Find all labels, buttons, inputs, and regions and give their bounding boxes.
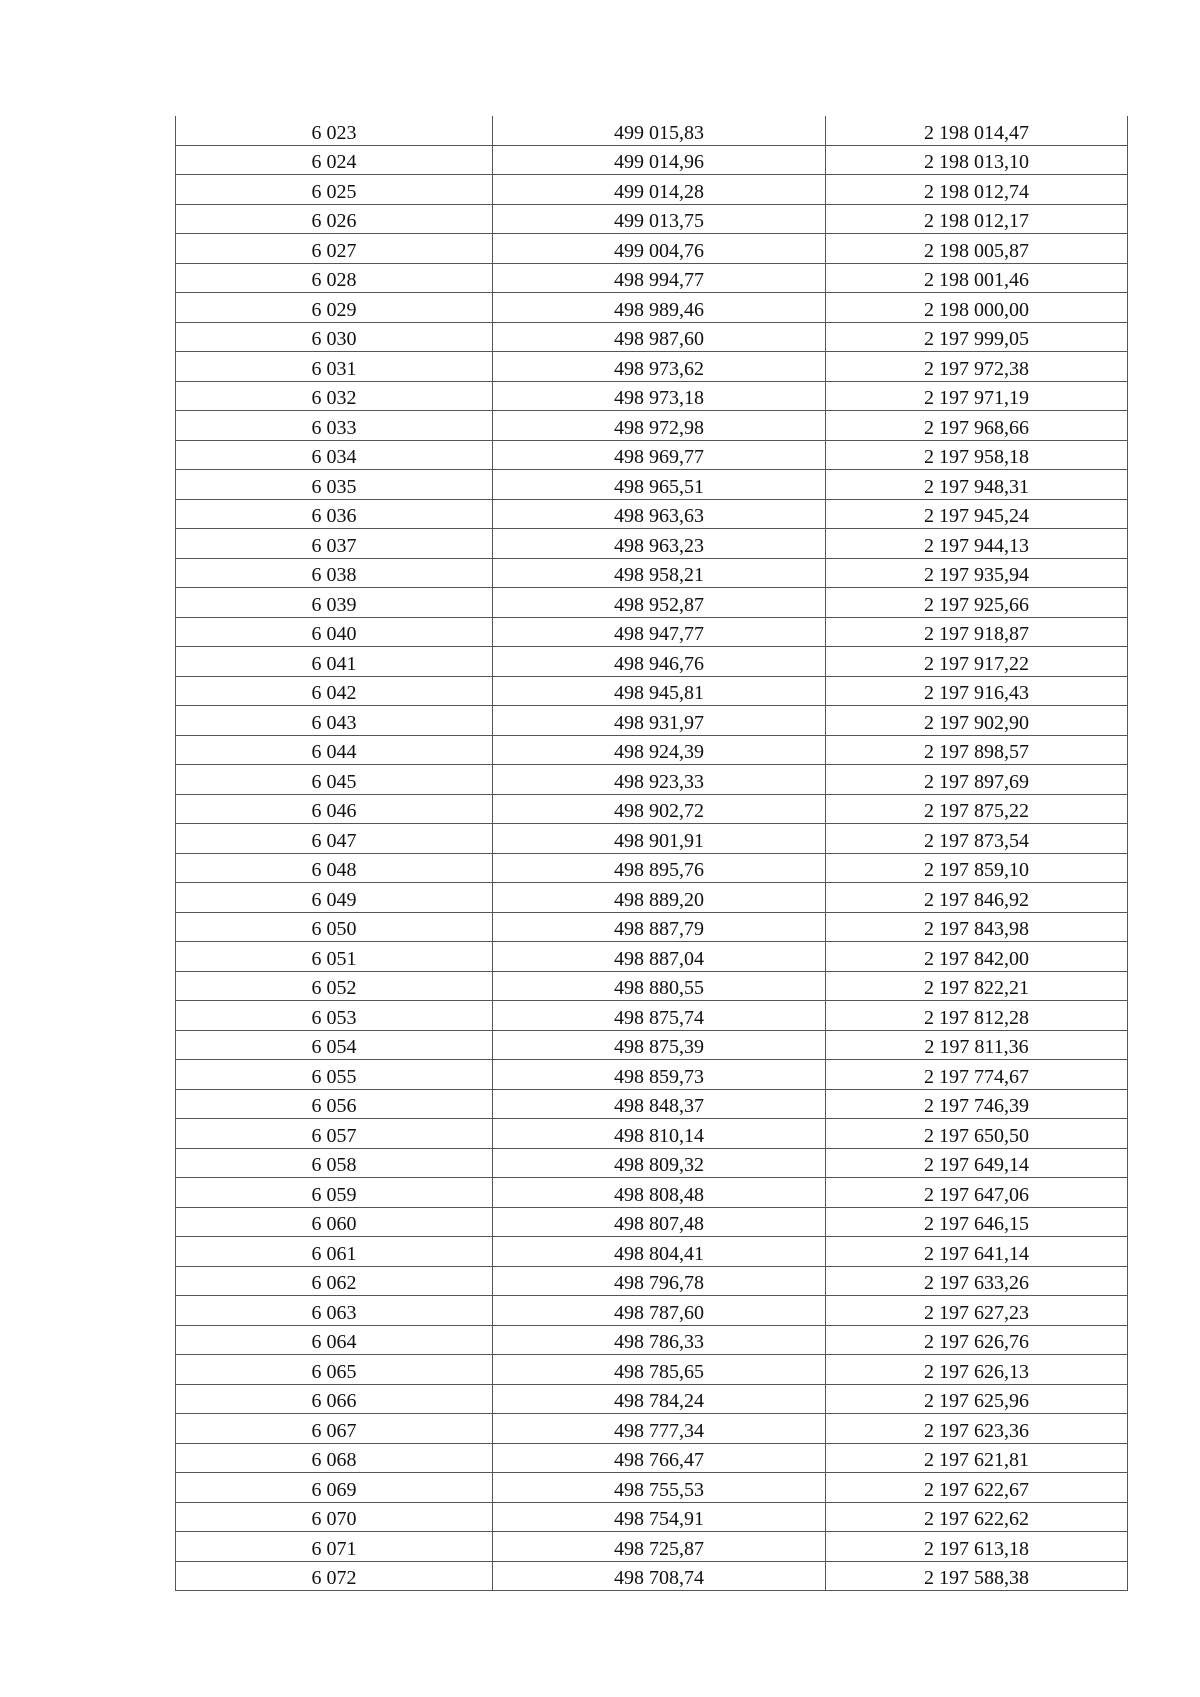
x-coordinate-cell: 498 848,37 [493, 1089, 826, 1119]
point-number-cell: 6 028 [176, 263, 493, 293]
x-coordinate-cell: 498 994,77 [493, 263, 826, 293]
point-number-cell: 6 035 [176, 470, 493, 500]
x-coordinate-cell: 498 807,48 [493, 1207, 826, 1237]
y-coordinate-cell: 2 197 971,19 [826, 381, 1128, 411]
point-number-cell: 6 068 [176, 1443, 493, 1473]
table-row [176, 499, 1128, 529]
table-row [176, 293, 1128, 323]
y-coordinate-cell: 2 197 822,21 [826, 971, 1128, 1001]
table-row [176, 1089, 1128, 1119]
point-number-cell: 6 039 [176, 588, 493, 618]
table-row [176, 1148, 1128, 1178]
y-coordinate-cell: 2 197 859,10 [826, 853, 1128, 883]
y-coordinate-cell: 2 197 625,96 [826, 1384, 1128, 1414]
table-row [176, 440, 1128, 470]
x-coordinate-cell: 498 989,46 [493, 293, 826, 323]
y-coordinate-cell: 2 197 958,18 [826, 440, 1128, 470]
x-coordinate-cell: 498 924,39 [493, 735, 826, 765]
point-number-cell: 6 067 [176, 1414, 493, 1444]
point-number-cell: 6 044 [176, 735, 493, 765]
table-row [176, 529, 1128, 559]
y-coordinate-cell: 2 197 622,67 [826, 1473, 1128, 1503]
x-coordinate-cell: 498 766,47 [493, 1443, 826, 1473]
x-coordinate-cell: 498 875,74 [493, 1001, 826, 1031]
x-coordinate-cell: 498 973,18 [493, 381, 826, 411]
table-row [176, 588, 1128, 618]
table-row [176, 145, 1128, 175]
x-coordinate-cell: 498 809,32 [493, 1148, 826, 1178]
x-coordinate-cell: 498 887,79 [493, 912, 826, 942]
x-coordinate-cell: 498 946,76 [493, 647, 826, 677]
y-coordinate-cell: 2 197 646,15 [826, 1207, 1128, 1237]
table-row [176, 1030, 1128, 1060]
y-coordinate-cell: 2 198 001,46 [826, 263, 1128, 293]
y-coordinate-cell: 2 197 902,90 [826, 706, 1128, 736]
x-coordinate-cell: 499 015,83 [493, 116, 826, 145]
point-number-cell: 6 062 [176, 1266, 493, 1296]
y-coordinate-cell: 2 197 843,98 [826, 912, 1128, 942]
point-number-cell: 6 043 [176, 706, 493, 736]
table-row [176, 1266, 1128, 1296]
y-coordinate-cell: 2 197 626,76 [826, 1325, 1128, 1355]
x-coordinate-cell: 498 786,33 [493, 1325, 826, 1355]
y-coordinate-cell: 2 197 968,66 [826, 411, 1128, 441]
table-row [176, 1414, 1128, 1444]
x-coordinate-cell: 498 902,72 [493, 794, 826, 824]
point-number-cell: 6 056 [176, 1089, 493, 1119]
x-coordinate-cell: 498 859,73 [493, 1060, 826, 1090]
table-row [176, 647, 1128, 677]
y-coordinate-cell: 2 197 811,36 [826, 1030, 1128, 1060]
point-number-cell: 6 041 [176, 647, 493, 677]
point-number-cell: 6 070 [176, 1502, 493, 1532]
x-coordinate-cell: 499 014,28 [493, 175, 826, 205]
x-coordinate-cell: 498 947,77 [493, 617, 826, 647]
point-number-cell: 6 055 [176, 1060, 493, 1090]
table-row [176, 853, 1128, 883]
table-row [176, 352, 1128, 382]
table-row [176, 883, 1128, 913]
y-coordinate-cell: 2 197 918,87 [826, 617, 1128, 647]
x-coordinate-cell: 498 754,91 [493, 1502, 826, 1532]
x-coordinate-cell: 498 923,33 [493, 765, 826, 795]
point-number-cell: 6 033 [176, 411, 493, 441]
point-number-cell: 6 037 [176, 529, 493, 559]
x-coordinate-cell: 498 796,78 [493, 1266, 826, 1296]
table-row [176, 1119, 1128, 1149]
y-coordinate-cell: 2 197 650,50 [826, 1119, 1128, 1149]
point-number-cell: 6 059 [176, 1178, 493, 1208]
y-coordinate-cell: 2 197 999,05 [826, 322, 1128, 352]
table-row [176, 1532, 1128, 1562]
point-number-cell: 6 058 [176, 1148, 493, 1178]
x-coordinate-cell: 498 784,24 [493, 1384, 826, 1414]
table-row [176, 706, 1128, 736]
table-row [176, 116, 1128, 145]
x-coordinate-cell: 498 965,51 [493, 470, 826, 500]
point-number-cell: 6 027 [176, 234, 493, 264]
table-row [176, 1561, 1128, 1591]
y-coordinate-cell: 2 197 626,13 [826, 1355, 1128, 1385]
table-row [176, 1207, 1128, 1237]
point-number-cell: 6 029 [176, 293, 493, 323]
point-number-cell: 6 047 [176, 824, 493, 854]
x-coordinate-cell: 498 895,76 [493, 853, 826, 883]
x-coordinate-cell: 498 973,62 [493, 352, 826, 382]
y-coordinate-cell: 2 197 621,81 [826, 1443, 1128, 1473]
table-row [176, 204, 1128, 234]
table-row [176, 1237, 1128, 1267]
point-number-cell: 6 038 [176, 558, 493, 588]
y-coordinate-cell: 2 197 774,67 [826, 1060, 1128, 1090]
point-number-cell: 6 064 [176, 1325, 493, 1355]
point-number-cell: 6 031 [176, 352, 493, 382]
point-number-cell: 6 042 [176, 676, 493, 706]
x-coordinate-cell: 498 958,21 [493, 558, 826, 588]
point-number-cell: 6 051 [176, 942, 493, 972]
y-coordinate-cell: 2 197 972,38 [826, 352, 1128, 382]
point-number-cell: 6 032 [176, 381, 493, 411]
y-coordinate-cell: 2 197 649,14 [826, 1148, 1128, 1178]
point-number-cell: 6 060 [176, 1207, 493, 1237]
y-coordinate-cell: 2 197 875,22 [826, 794, 1128, 824]
y-coordinate-cell: 2 197 613,18 [826, 1532, 1128, 1562]
y-coordinate-cell: 2 197 647,06 [826, 1178, 1128, 1208]
point-number-cell: 6 063 [176, 1296, 493, 1326]
table-row [176, 175, 1128, 205]
y-coordinate-cell: 2 197 842,00 [826, 942, 1128, 972]
y-coordinate-cell: 2 197 925,66 [826, 588, 1128, 618]
point-number-cell: 6 061 [176, 1237, 493, 1267]
x-coordinate-cell: 498 810,14 [493, 1119, 826, 1149]
x-coordinate-cell: 498 725,87 [493, 1532, 826, 1562]
table-row [176, 1325, 1128, 1355]
point-number-cell: 6 025 [176, 175, 493, 205]
x-coordinate-cell: 498 804,41 [493, 1237, 826, 1267]
point-number-cell: 6 052 [176, 971, 493, 1001]
y-coordinate-cell: 2 197 948,31 [826, 470, 1128, 500]
table-row [176, 942, 1128, 972]
point-number-cell: 6 054 [176, 1030, 493, 1060]
y-coordinate-cell: 2 198 000,00 [826, 293, 1128, 323]
coordinates-table [175, 116, 1128, 1591]
table-row [176, 676, 1128, 706]
point-number-cell: 6 045 [176, 765, 493, 795]
y-coordinate-cell: 2 197 945,24 [826, 499, 1128, 529]
x-coordinate-cell: 498 887,04 [493, 942, 826, 972]
x-coordinate-cell: 498 755,53 [493, 1473, 826, 1503]
table-row [176, 470, 1128, 500]
x-coordinate-cell: 498 901,91 [493, 824, 826, 854]
point-number-cell: 6 050 [176, 912, 493, 942]
table-row [176, 322, 1128, 352]
point-number-cell: 6 071 [176, 1532, 493, 1562]
table-row [176, 794, 1128, 824]
table-row [176, 1060, 1128, 1090]
x-coordinate-cell: 499 014,96 [493, 145, 826, 175]
table-row [176, 1473, 1128, 1503]
x-coordinate-cell: 498 969,77 [493, 440, 826, 470]
x-coordinate-cell: 498 787,60 [493, 1296, 826, 1326]
x-coordinate-cell: 498 777,34 [493, 1414, 826, 1444]
y-coordinate-cell: 2 197 873,54 [826, 824, 1128, 854]
point-number-cell: 6 065 [176, 1355, 493, 1385]
table-row [176, 558, 1128, 588]
y-coordinate-cell: 2 197 897,69 [826, 765, 1128, 795]
point-number-cell: 6 023 [176, 116, 493, 145]
table-row [176, 765, 1128, 795]
point-number-cell: 6 053 [176, 1001, 493, 1031]
x-coordinate-cell: 498 972,98 [493, 411, 826, 441]
x-coordinate-cell: 498 952,87 [493, 588, 826, 618]
x-coordinate-cell: 498 880,55 [493, 971, 826, 1001]
y-coordinate-cell: 2 197 846,92 [826, 883, 1128, 913]
y-coordinate-cell: 2 197 917,22 [826, 647, 1128, 677]
table-row [176, 1355, 1128, 1385]
y-coordinate-cell: 2 197 916,43 [826, 676, 1128, 706]
table-row [176, 824, 1128, 854]
table-row [176, 381, 1128, 411]
table-row [176, 411, 1128, 441]
point-number-cell: 6 048 [176, 853, 493, 883]
y-coordinate-cell: 2 198 012,17 [826, 204, 1128, 234]
table-row [176, 234, 1128, 264]
x-coordinate-cell: 498 987,60 [493, 322, 826, 352]
y-coordinate-cell: 2 197 622,62 [826, 1502, 1128, 1532]
coordinates-table-body [176, 116, 1128, 1591]
x-coordinate-cell: 499 013,75 [493, 204, 826, 234]
x-coordinate-cell: 498 875,39 [493, 1030, 826, 1060]
y-coordinate-cell: 2 198 013,10 [826, 145, 1128, 175]
y-coordinate-cell: 2 197 633,26 [826, 1266, 1128, 1296]
table-row [176, 263, 1128, 293]
x-coordinate-cell: 498 931,97 [493, 706, 826, 736]
x-coordinate-cell: 498 963,23 [493, 529, 826, 559]
table-row [176, 1296, 1128, 1326]
table-row [176, 912, 1128, 942]
point-number-cell: 6 024 [176, 145, 493, 175]
y-coordinate-cell: 2 198 014,47 [826, 116, 1128, 145]
point-number-cell: 6 026 [176, 204, 493, 234]
point-number-cell: 6 069 [176, 1473, 493, 1503]
table-row [176, 1001, 1128, 1031]
x-coordinate-cell: 498 945,81 [493, 676, 826, 706]
point-number-cell: 6 036 [176, 499, 493, 529]
table-row [176, 735, 1128, 765]
y-coordinate-cell: 2 197 812,28 [826, 1001, 1128, 1031]
table-row [176, 1178, 1128, 1208]
x-coordinate-cell: 499 004,76 [493, 234, 826, 264]
y-coordinate-cell: 2 197 746,39 [826, 1089, 1128, 1119]
x-coordinate-cell: 498 963,63 [493, 499, 826, 529]
y-coordinate-cell: 2 197 641,14 [826, 1237, 1128, 1267]
table-row [176, 1443, 1128, 1473]
y-coordinate-cell: 2 197 944,13 [826, 529, 1128, 559]
x-coordinate-cell: 498 708,74 [493, 1561, 826, 1591]
x-coordinate-cell: 498 785,65 [493, 1355, 826, 1385]
y-coordinate-cell: 2 197 588,38 [826, 1561, 1128, 1591]
point-number-cell: 6 057 [176, 1119, 493, 1149]
y-coordinate-cell: 2 197 627,23 [826, 1296, 1128, 1326]
point-number-cell: 6 066 [176, 1384, 493, 1414]
point-number-cell: 6 046 [176, 794, 493, 824]
y-coordinate-cell: 2 197 623,36 [826, 1414, 1128, 1444]
table-row [176, 617, 1128, 647]
y-coordinate-cell: 2 197 935,94 [826, 558, 1128, 588]
point-number-cell: 6 030 [176, 322, 493, 352]
table-row [176, 1384, 1128, 1414]
y-coordinate-cell: 2 197 898,57 [826, 735, 1128, 765]
point-number-cell: 6 072 [176, 1561, 493, 1591]
table-row [176, 971, 1128, 1001]
x-coordinate-cell: 498 889,20 [493, 883, 826, 913]
y-coordinate-cell: 2 198 005,87 [826, 234, 1128, 264]
point-number-cell: 6 034 [176, 440, 493, 470]
x-coordinate-cell: 498 808,48 [493, 1178, 826, 1208]
point-number-cell: 6 040 [176, 617, 493, 647]
y-coordinate-cell: 2 198 012,74 [826, 175, 1128, 205]
point-number-cell: 6 049 [176, 883, 493, 913]
table-row [176, 1502, 1128, 1532]
